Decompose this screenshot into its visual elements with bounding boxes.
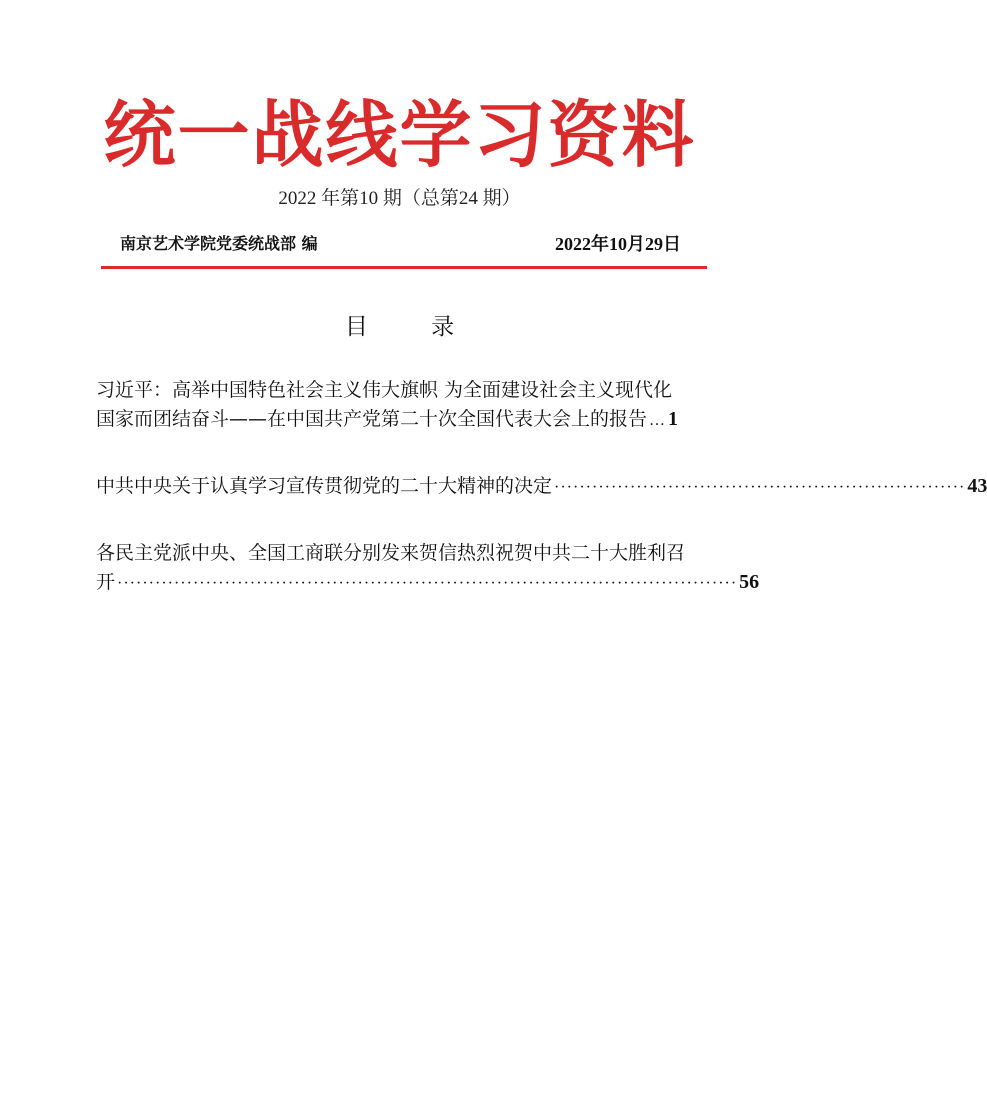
toc-entry-title: 中共中央关于认真学习宣传贯彻党的二十大精神的决定 <box>96 475 553 497</box>
toc-entry[interactable] <box>96 472 987 502</box>
toc-leader-dots: ································································· <box>554 479 966 496</box>
toc-page-number: 56 <box>739 571 760 593</box>
toc-entry-title-line2: 开 <box>96 571 116 593</box>
toc-entry[interactable] <box>96 539 760 598</box>
toc-entry-title-line1: 各民主党派中央、全国工商联分别发来贺信热烈祝贺中共二十大胜利召 <box>96 542 686 564</box>
toc-heading: 目 录 <box>344 314 483 340</box>
toc-entry-title-line1: 习近平：高举中国特色社会主义伟大旗帜 为全面建设社会主义现代化 <box>96 379 673 401</box>
toc-leader-dots: ·································································································· <box>117 575 738 592</box>
toc-entry-title-line2: 国家而团结奋斗——在中国共产党第二十次全国代表大会上的报告 <box>96 408 648 430</box>
toc-leader-dots: … <box>649 412 667 429</box>
toc-page-number: 1 <box>668 408 679 430</box>
table-of-contents <box>96 376 987 598</box>
toc-entry[interactable] <box>96 376 720 435</box>
publication-title: 统一战线学习资料 <box>103 92 696 177</box>
toc-page-number: 43 <box>967 475 987 497</box>
publication-date: 2022年10月29日 <box>555 234 681 254</box>
publisher-label: 南京艺术学院党委统战部 编 <box>120 234 318 253</box>
issue-number: 2022 年第10 期（总第24 期） <box>278 188 521 209</box>
header-divider <box>101 266 707 269</box>
